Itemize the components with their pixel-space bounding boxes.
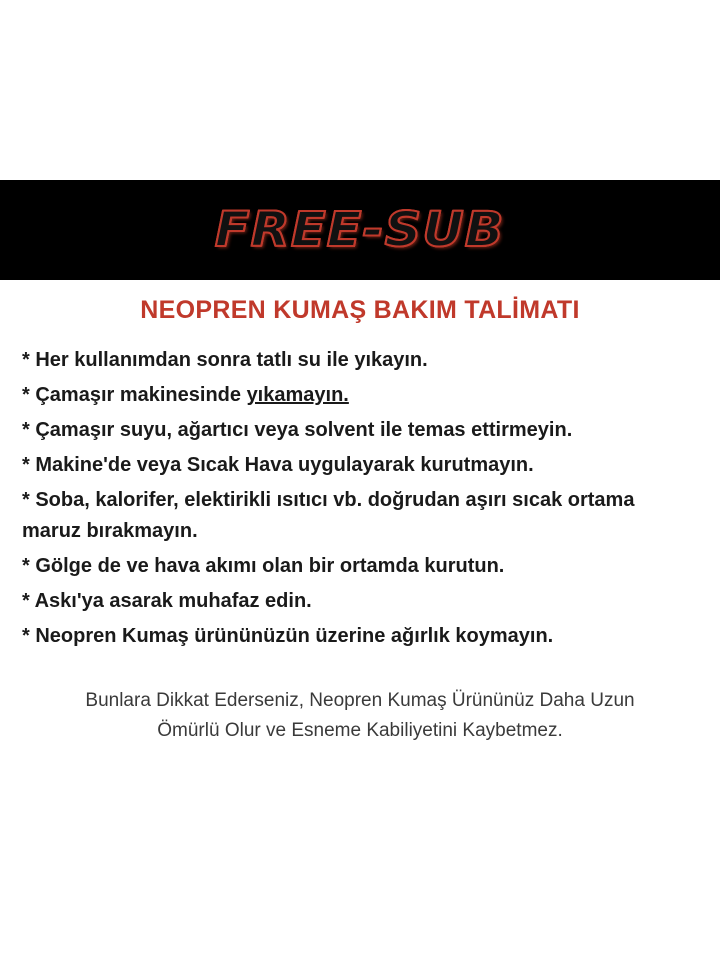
instruction-text: Gölge de ve hava akımı olan bir ortamda kurutun. <box>35 555 505 577</box>
instruction-text: * <box>22 555 36 577</box>
instruction-text: Çamaşır makinesinde <box>35 384 247 406</box>
instruction-text: Makine'de veya Sıcak Hava uygulayarak kurutmayın. <box>35 454 534 476</box>
instruction-text: Her kullanımdan sonra tatlı su ile yıkayın. <box>35 349 428 371</box>
document-content <box>0 296 720 747</box>
instruction-text: Soba, kalorifer, elektirikli ısıtıcı vb. doğrudan aşırı sıcak ortama maruz bırakmayın. <box>22 489 635 542</box>
list-item <box>22 380 698 411</box>
page-title: NEOPREN KUMAŞ BAKIM TALİMATI <box>140 296 580 324</box>
instruction-text: * <box>22 625 36 647</box>
list-item <box>22 415 698 446</box>
list-item <box>22 586 698 617</box>
instruction-text: * <box>22 419 36 441</box>
brand-logo-text: FREE-SUB <box>215 202 505 258</box>
instruction-text-underlined: yıkamayın. <box>246 384 349 406</box>
instruction-text: * <box>22 384 36 406</box>
instruction-text: Askı'ya asarak muhafaz edin. <box>34 590 312 612</box>
instruction-text: Neopren Kumaş ürününüzün üzerine ağırlık koymayın. <box>35 625 554 647</box>
list-item <box>22 485 698 547</box>
instruction-text: * <box>22 590 35 612</box>
brand-banner <box>0 180 720 280</box>
instruction-text: * <box>22 489 36 511</box>
list-item <box>22 450 698 481</box>
list-item <box>22 551 698 582</box>
instruction-text: * <box>22 349 36 371</box>
instruction-text: * <box>22 454 36 476</box>
list-item <box>22 621 698 652</box>
instruction-list <box>0 345 720 652</box>
list-item <box>22 345 698 376</box>
instruction-text: Çamaşır suyu, ağartıcı veya solvent ile temas ettirmeyin. <box>35 419 573 441</box>
footnote-text: Bunlara Dikkat Ederseniz, Neopren Kumaş Ürününüz Daha Uzun Ömürlü Olur ve Esneme Kabiliyetini Kaybetmez. <box>85 690 635 742</box>
